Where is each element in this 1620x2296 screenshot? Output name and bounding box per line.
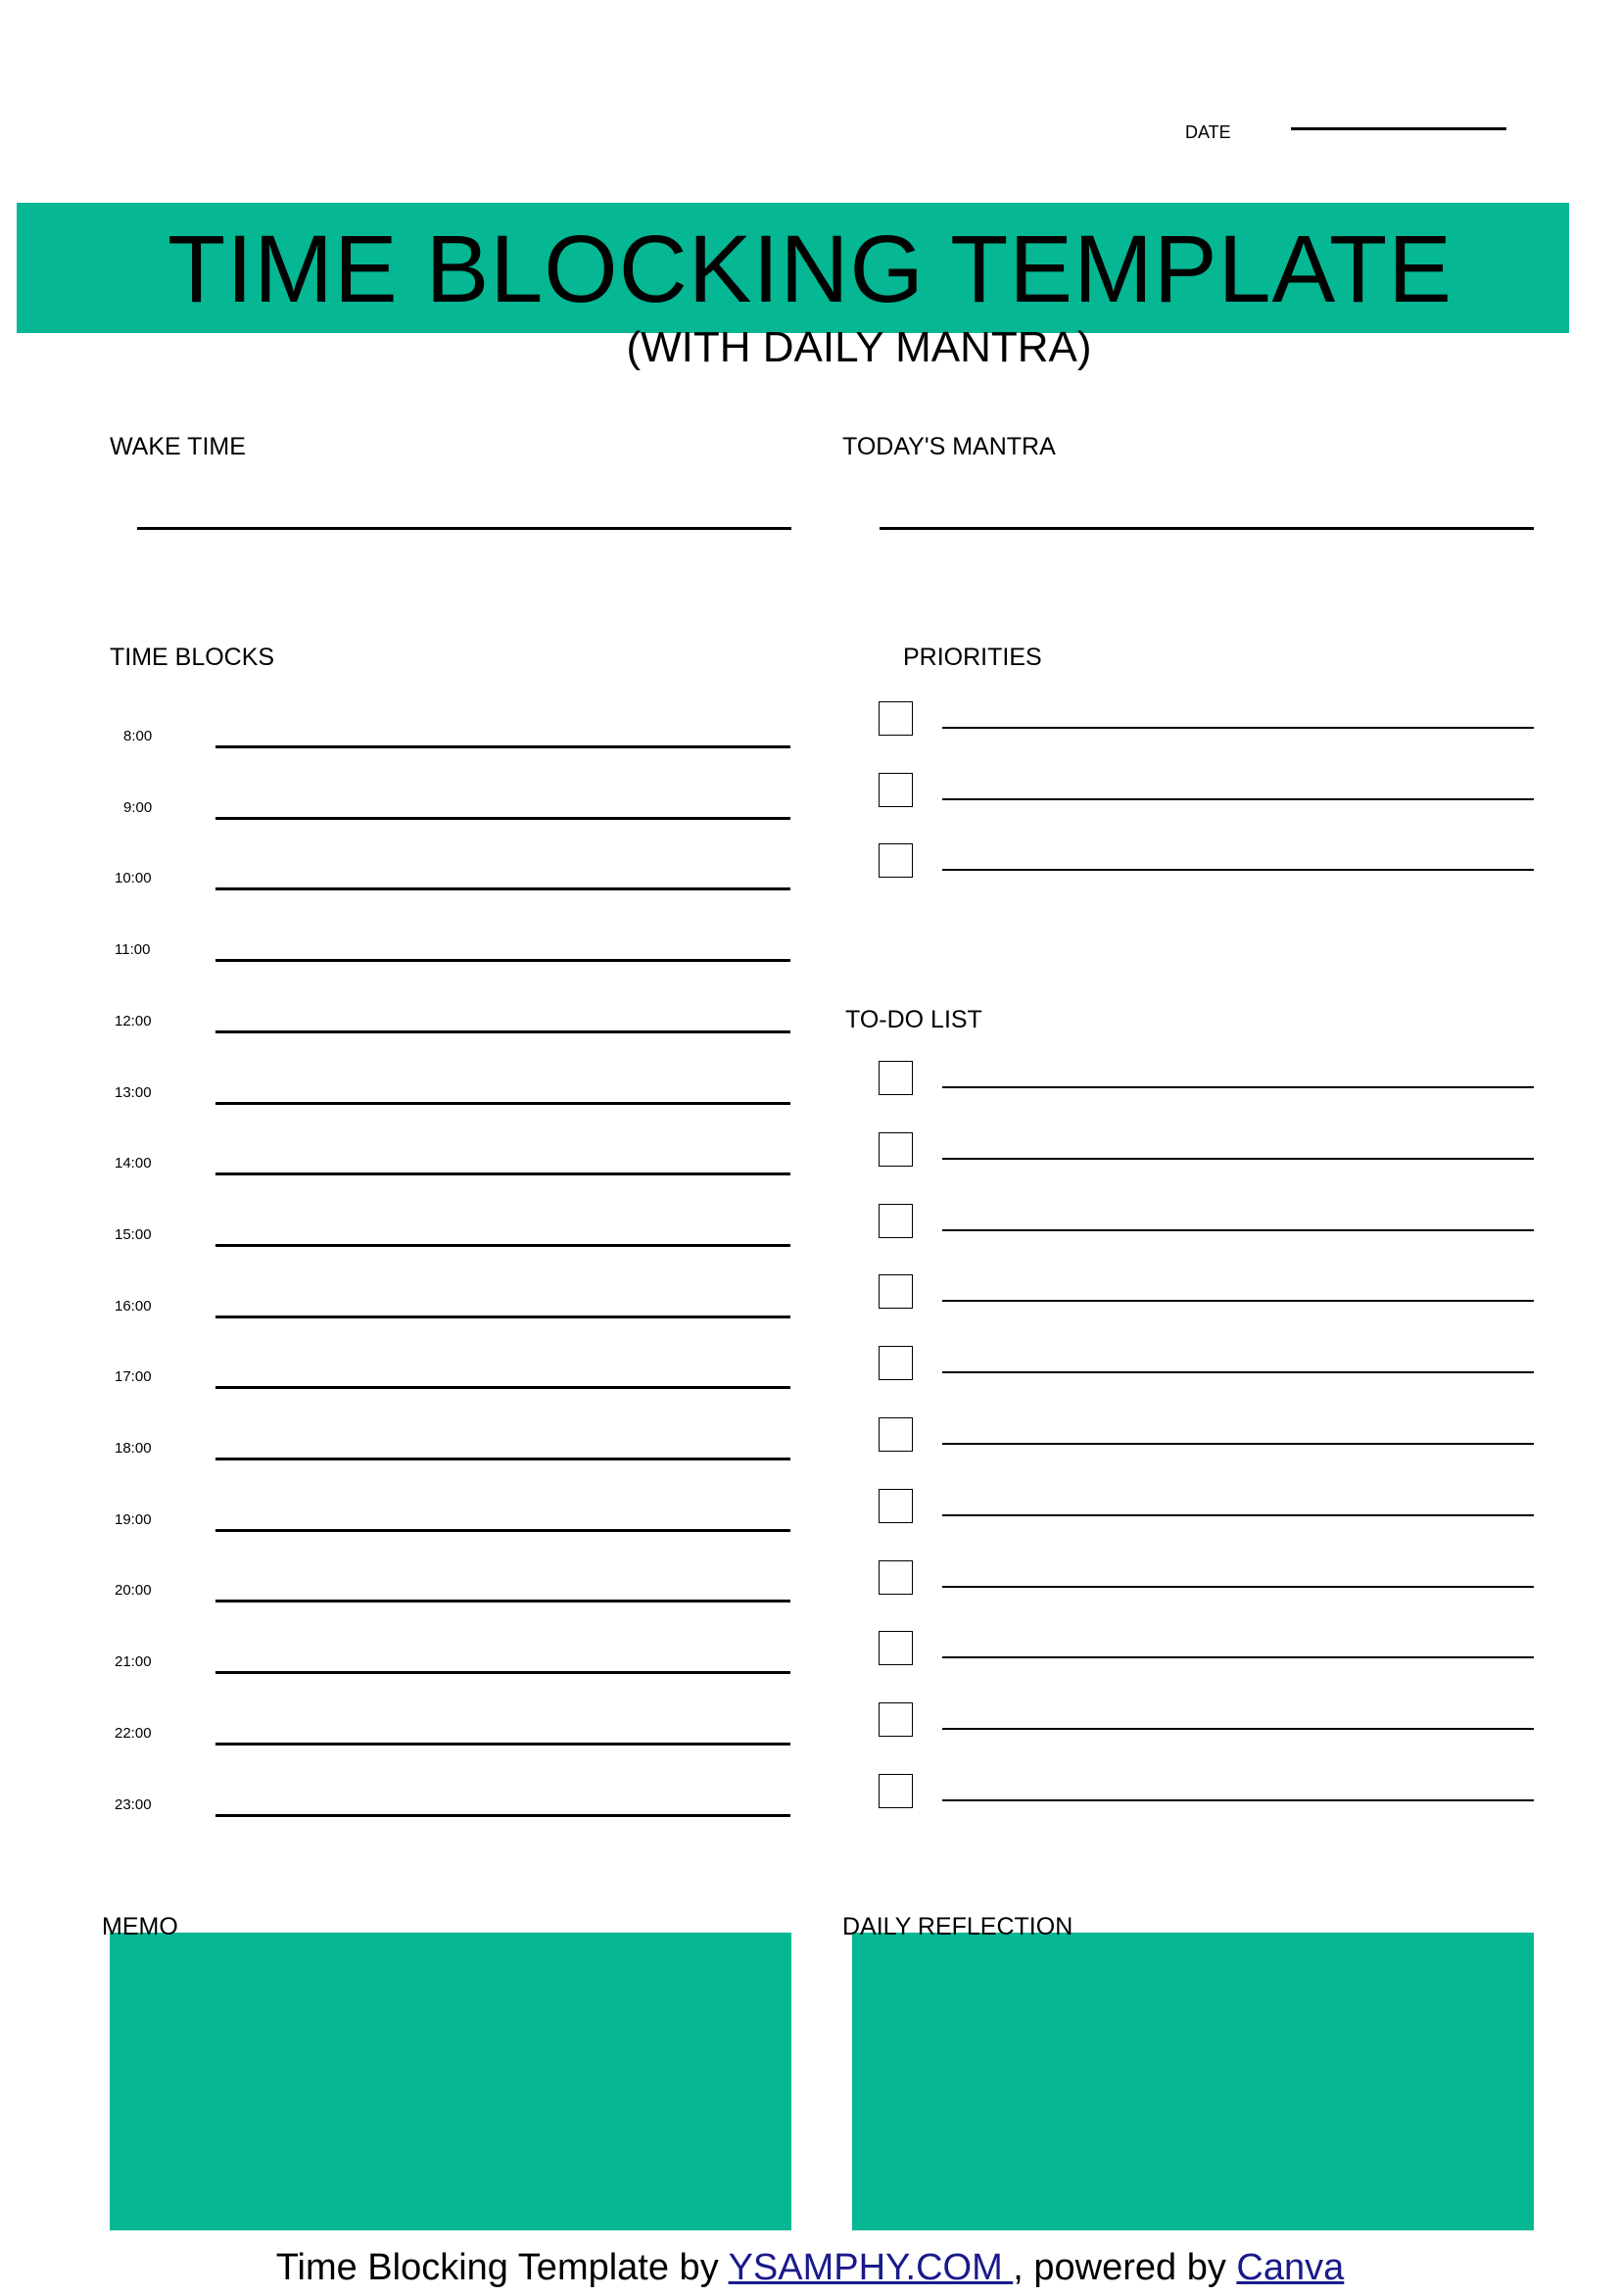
time-slot-label: 8:00 <box>123 728 153 744</box>
time-slot-line[interactable] <box>215 1671 790 1674</box>
priority-line[interactable] <box>942 869 1534 871</box>
date-line[interactable] <box>1291 127 1506 130</box>
priority-line[interactable] <box>942 727 1534 729</box>
todo-line[interactable] <box>942 1300 1534 1302</box>
time-slot-label: 12:00 <box>115 1012 152 1029</box>
todo-line[interactable] <box>942 1586 1534 1588</box>
time-slot-line[interactable] <box>215 745 790 748</box>
memo-label: MEMO <box>102 1913 178 1940</box>
todo-checkbox[interactable] <box>879 1489 913 1523</box>
time-slot-line[interactable] <box>215 1529 790 1532</box>
page-subtitle: (WITH DAILY MANTRA) <box>626 323 1092 371</box>
time-slot-line[interactable] <box>215 1030 790 1033</box>
todo-line[interactable] <box>942 1229 1534 1231</box>
priority-line[interactable] <box>942 798 1534 800</box>
time-slot-line[interactable] <box>215 959 790 962</box>
priorities-label: PRIORITIES <box>903 644 1042 671</box>
todo-checkbox[interactable] <box>879 1132 913 1167</box>
todo-checkbox[interactable] <box>879 1702 913 1737</box>
todo-checkbox[interactable] <box>879 1061 913 1095</box>
todo-line[interactable] <box>942 1656 1534 1658</box>
time-slot-line[interactable] <box>215 1458 790 1460</box>
priority-checkbox[interactable] <box>879 773 913 807</box>
time-slot-label: 15:00 <box>115 1225 152 1243</box>
time-slot-line[interactable] <box>215 1814 790 1817</box>
daily-reflection-box[interactable] <box>852 1933 1534 2230</box>
wake-time-label: WAKE TIME <box>110 433 246 460</box>
memo-box[interactable] <box>110 1933 791 2230</box>
todo-checkbox[interactable] <box>879 1417 913 1452</box>
time-slot-line[interactable] <box>215 887 790 890</box>
footer-prefix: Time Blocking Template by <box>275 2247 729 2288</box>
time-slot-line[interactable] <box>215 1315 790 1318</box>
time-slot-line[interactable] <box>215 1172 790 1175</box>
time-slot-label: 21:00 <box>115 1653 152 1671</box>
todo-checkbox[interactable] <box>879 1774 913 1808</box>
time-slot-label: 10:00 <box>115 870 152 887</box>
todays-mantra-label: TODAY'S MANTRA <box>842 433 1056 460</box>
date-label: DATE <box>1185 122 1231 142</box>
time-slot-line[interactable] <box>215 1244 790 1247</box>
todo-list-label: TO-DO LIST <box>845 1006 982 1033</box>
daily-reflection-label: DAILY REFLECTION <box>842 1913 1073 1940</box>
time-blocks-label: TIME BLOCKS <box>110 644 275 671</box>
time-slot-label: 13:00 <box>115 1083 152 1101</box>
time-slot-label: 20:00 <box>115 1582 152 1600</box>
time-slot-line[interactable] <box>215 817 790 820</box>
todo-line[interactable] <box>942 1799 1534 1801</box>
time-slot-label: 19:00 <box>115 1510 152 1528</box>
time-slot-label: 11:00 <box>115 941 151 959</box>
todo-line[interactable] <box>942 1443 1534 1445</box>
footer-middle: , powered by <box>1013 2247 1237 2288</box>
todo-line[interactable] <box>942 1514 1534 1516</box>
time-slot-label: 18:00 <box>115 1440 152 1457</box>
todo-line[interactable] <box>942 1371 1534 1373</box>
time-slot-label: 17:00 <box>115 1368 152 1386</box>
page-title: TIME BLOCKING TEMPLATE <box>167 215 1453 322</box>
todo-line[interactable] <box>942 1728 1534 1730</box>
todo-checkbox[interactable] <box>879 1346 913 1380</box>
todo-checkbox[interactable] <box>879 1204 913 1238</box>
wake-time-line[interactable] <box>137 527 791 530</box>
todo-checkbox[interactable] <box>879 1631 913 1665</box>
todays-mantra-line[interactable] <box>880 527 1534 530</box>
time-slot-label: 22:00 <box>115 1724 152 1742</box>
time-slot-label: 9:00 <box>123 798 153 816</box>
footer-credit <box>0 2246 1620 2289</box>
priority-checkbox[interactable] <box>879 701 913 736</box>
todo-line[interactable] <box>942 1158 1534 1160</box>
ysamphy-link[interactable]: YSAMPHY.COM <box>728 2247 1014 2288</box>
time-slot-label: 16:00 <box>115 1297 152 1315</box>
time-slot-label: 14:00 <box>115 1155 152 1172</box>
time-slot-line[interactable] <box>215 1386 790 1389</box>
time-slot-line[interactable] <box>215 1102 790 1105</box>
todo-checkbox[interactable] <box>879 1274 913 1309</box>
canva-link[interactable]: Canva <box>1236 2247 1345 2288</box>
time-slot-line[interactable] <box>215 1600 790 1602</box>
time-slot-line[interactable] <box>215 1743 790 1746</box>
todo-line[interactable] <box>942 1086 1534 1088</box>
priority-checkbox[interactable] <box>879 843 913 878</box>
time-slot-label: 23:00 <box>115 1795 152 1813</box>
todo-checkbox[interactable] <box>879 1560 913 1595</box>
